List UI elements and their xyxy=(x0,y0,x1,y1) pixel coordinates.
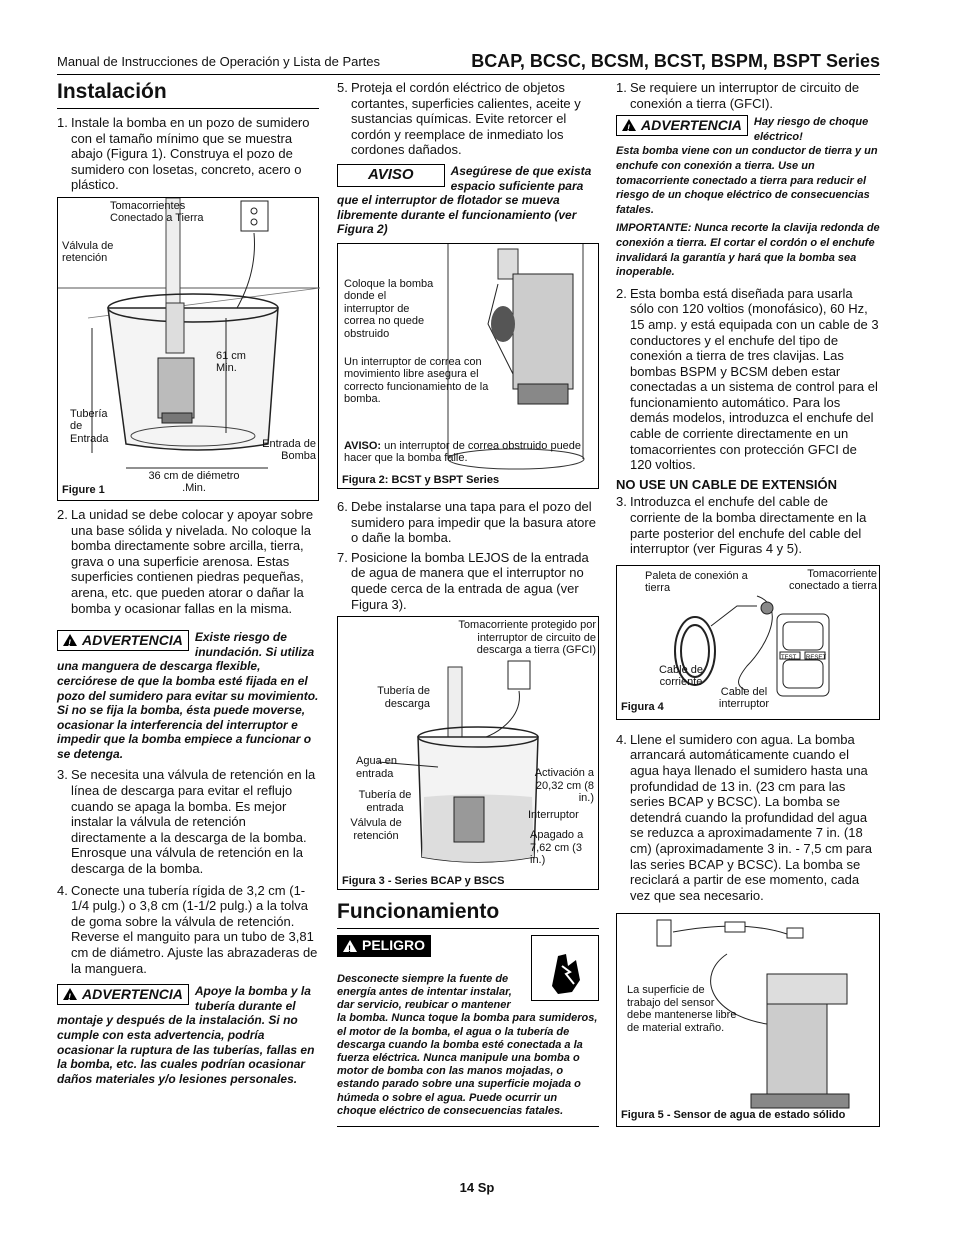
no-extension-heading: NO USE UN CABLE DE EXTENSIÓN xyxy=(616,476,838,492)
list-item: 1. Instale la bomba en un pozo de sumidero con el tamaño mínimo que se muestra abajo (Figura 1). Construya el pozo de sumidero con losetas, concreto, acero o plástico. xyxy=(57,115,310,193)
figure-2 xyxy=(337,243,599,489)
fig4-label-cable-interruptor: Cable del interruptor xyxy=(718,685,770,711)
warning-triangle-icon: ! xyxy=(63,988,77,1000)
fig3-label-apagado: Apagado a 7,62 cm (3 in.) xyxy=(530,829,584,867)
list-item: 3. Introduzca el enchufe del cable de corriente de la bomba directamente en la parte posterior del enchufe del cable del interruptor (ver Figuras 4 y 5). xyxy=(616,494,867,557)
peligro-notice: ! PELIGRO Desconecte siempre la fuente de energía antes de intentar instalar, dar servicio, reubicar o mantener la bomba. Nunca toque la bomba para sumideros, el motor de la bomba, el agua o la tubería de descarga cuando la bomba esté conectada a la fuerza eléctrica. Nunca manipule una bomba o motor de bomba con las manos mojadas, o estando parado sobre una superficie mojada o húmeda o sobre el agua. Puede ocurrir un choque eléctrico de consecuencias fatales. xyxy=(337,937,598,1117)
warning-shock: ! ADVERTENCIA Hay riesgo de choque eléctrico! Esta bomba viene con un conductor de tierra y un enchufe con conexión a tierra. Use un tomacorriente conectado a tierra para reducir el riesgo de un choque eléctrico de consecuencias fatales. IMPORTANTE: Nunca recorte la clavija redonda de conexión a tierra. El cortar el cordón o el enchufe invalidará la garantía y hará que la bomba sea inoperable. xyxy=(616,116,880,279)
advertencia-badge: ! ADVERTENCIA xyxy=(57,984,189,1005)
fig3-label-tuberia: Tubería de entrada xyxy=(358,789,412,814)
fig4-label-paleta: Paleta de conexión a tierra xyxy=(645,569,748,595)
list-item: 4. Conecte una tubería rígida de 3,2 cm (1-1/4 pulg.) o 3,8 cm (1-1/2 pulg.) a la tolva de goma sobre la válvula de retención. Reverse el manguito para un tubo de 3,81 cm de diámetro. Ajuste las abrazaderas de la manguera. xyxy=(57,882,318,976)
section-rule xyxy=(337,928,599,929)
fig2-label-coloque: Coloque la bomba donde el interruptor de correa no quede obstruido xyxy=(344,277,434,340)
header-manual-title: Manual de Instrucciones de Operación y Lista de Partes xyxy=(57,54,381,69)
warning-triangle-icon: ! xyxy=(622,119,636,131)
fig3-label-interruptor: Interruptor xyxy=(528,809,579,822)
column-3 xyxy=(616,80,880,1127)
fig3-label-descarga: Tubería de descarga xyxy=(377,685,430,710)
fig4-caption: Figura 4 xyxy=(621,700,664,713)
section-rule xyxy=(57,108,319,109)
list-item: 2. Esta bomba está diseñada para usarla sólo con 120 voltios (monofásico), 60 Hz, 15 amp. y está equipada con un cable de 3 conductores y el enchufe del tipo de conexión a tierra de tres clavijas. Las bombas BSPM y BCSM deben estar conectadas a un sistema de control para el funcionamiento automático. Para los demás modelos, introduzca el enchufe del cable de corriente directamente en un tomacorrientes con protección GFCI de 120 voltios. xyxy=(616,285,879,473)
figure-5 xyxy=(616,913,880,1127)
fig3-label-agua: Agua en entrada xyxy=(356,755,397,780)
peligro-badge: ! PELIGRO xyxy=(337,935,431,957)
warning-flood: ! ADVERTENCIA Existe riesgo de inundación. Si utiliza una manguera de descarga flexible, cerciórese de que la bomba esté fijada en el pozo del sumidero para evitar su movimiento. Si no se fija la bomba, ésta puede moverse, ocasionar la interferencia del interruptor e impedir que la bomba empiece a funcionar o se detenga. xyxy=(57,630,319,761)
fig5-caption: Figura 5 - Sensor de agua de estado sólido xyxy=(621,1109,846,1122)
fig2-label-interruptor: Un interruptor de correa con movimiento libre asegura el correcto funcionamiento de la bomba. xyxy=(344,355,489,406)
fig4-label-toma: Tomacorriente conectado a tierra xyxy=(788,567,877,593)
fig3-label-valvula: Válvula de retención xyxy=(350,817,402,842)
fig1-label-tomacorrientes: Tomacorrientes Conectado a Tierra xyxy=(110,199,204,225)
section-rule xyxy=(337,1126,599,1127)
warning-triangle-icon: ! xyxy=(343,940,357,952)
fig3-caption: Figura 3 - Series BCAP y BSCS xyxy=(342,875,505,888)
section-title-instalacion: Instalación xyxy=(57,80,167,103)
header-rule xyxy=(57,74,880,75)
fig1-label-tuberia: Tubería de Entrada xyxy=(70,407,109,445)
fig5-label-sensor: La superficie de trabajo del sensor debe mantenerse libre de material extraño. xyxy=(627,984,737,1034)
figure-1 xyxy=(57,197,319,501)
page-number: 14 Sp xyxy=(459,1180,495,1195)
list-item: 1. Se requiere un interruptor de circuito de conexión a tierra (GFCI). xyxy=(616,80,860,111)
warning-support: ! ADVERTENCIA Apoye la bomba y la tubería durante el montaje y después de la instalación. Si no cumple con esta advertencia, podría ocasionar la ruptura de las tuberías, fallas en la bomba, etc. las cuales podrían ocasionar daños materiales y/o lesiones personales. xyxy=(57,984,315,1086)
warning-triangle-icon: ! xyxy=(63,634,77,646)
fig2-caption: Figura 2: BCST y BSPT Series xyxy=(342,473,500,486)
fig1-label-diametro: 36 cm de diémetro .Min. xyxy=(148,469,240,495)
advertencia-badge: ! ADVERTENCIA xyxy=(57,630,189,651)
list-item: 2. La unidad se debe colocar y apoyar sobre una base sólida y nivelada. No coloque la bomba directamente sobre arcilla, tierra, grava o una superficie arenosa. Estas superficies contienen piedras pequeñas, arena, etc. que pueden atorar o dañar la bomba y ocasionar fallas en la misma. xyxy=(57,506,314,616)
list-item: 7. Posicione la bomba LEJOS de la entrada de agua de manera que el interruptor no quede cerca de la entrada de agua (ver Figura 3). xyxy=(337,549,589,612)
figure-3 xyxy=(337,616,599,890)
column-1 xyxy=(57,80,319,1086)
list-item: 4. Llene el sumidero con agua. La bomba arrancará automáticamente cuando el agua haya llenado el sumidero hasta una profundidad de 13 in. (23 cm para las series BCAP y BCSC). La bomba se detendrá cuando la profundidad del agua se reduzca a aproximadamente 7 in. (18 cm) (aproximadamente 3 in. - 7,5 cm para las series BCAP y BCSC). La bomba se reciclará a partir de ese momento, cada vez que sea necesario. xyxy=(616,731,873,903)
aviso-notice: AVISO Asegúrese de que exista espacio suficiente para que el interruptor de flotador se mueva libremente durante el funcionamiento (ver Figura 2) xyxy=(337,163,592,237)
fig1-label-61cm: 61 cm Min. xyxy=(216,349,246,375)
fig3-label-toma: Tomacorriente protegido por interruptor de circuito de descarga a tierra (GFCI) xyxy=(458,619,596,657)
fig1-label-entrada: Entrada de Bomba xyxy=(262,437,316,463)
advertencia-badge: ! ADVERTENCIA xyxy=(616,115,748,136)
header-series: BCAP, BCSC, BCSM, BCST, BSPM, BSPT Series xyxy=(471,51,880,71)
fig1-label-valvula: Válvula de retención xyxy=(62,239,114,265)
list-item: 5. Proteja el cordón eléctrico de objetos cortantes, superficies calientes, aceite y sustancias químicas. Evite retorcer el cordón y reemplace de inmediato los cordones dañados. xyxy=(337,80,581,158)
figure-4 xyxy=(616,565,880,720)
fig4-label-cable-corriente: Cable de corriente xyxy=(658,663,704,689)
fig3-label-activacion: Activación a 20,32 cm (8 in.) xyxy=(534,767,594,805)
list-item: 3. Se necesita una válvula de retención en la línea de descarga para evitar el reflujo cuando se apaga la bomba. Es mejor instalar la válvula de retención directamente a la descarga de la bomba. Enrosque una válvula de retención en la descarga de la bomba. xyxy=(57,767,316,877)
section-title-funcionamiento: Funcionamiento xyxy=(337,900,500,924)
fig4-reset-label: RESET xyxy=(806,654,827,661)
fig1-caption: Figure 1 xyxy=(62,483,105,496)
fig4-test-label: TEST xyxy=(781,654,797,661)
aviso-badge: AVISO xyxy=(337,164,445,187)
column-2 xyxy=(337,80,599,1133)
list-item: 6. Debe instalarse una tapa para el pozo del sumidero para impedir que la basura atore o dañe la bomba. xyxy=(337,498,596,546)
electric-hazard-icon xyxy=(531,935,599,1001)
fig2-aviso: AVISO: un interruptor de correa obstruido puede hacer que la bomba falle. xyxy=(344,439,582,465)
